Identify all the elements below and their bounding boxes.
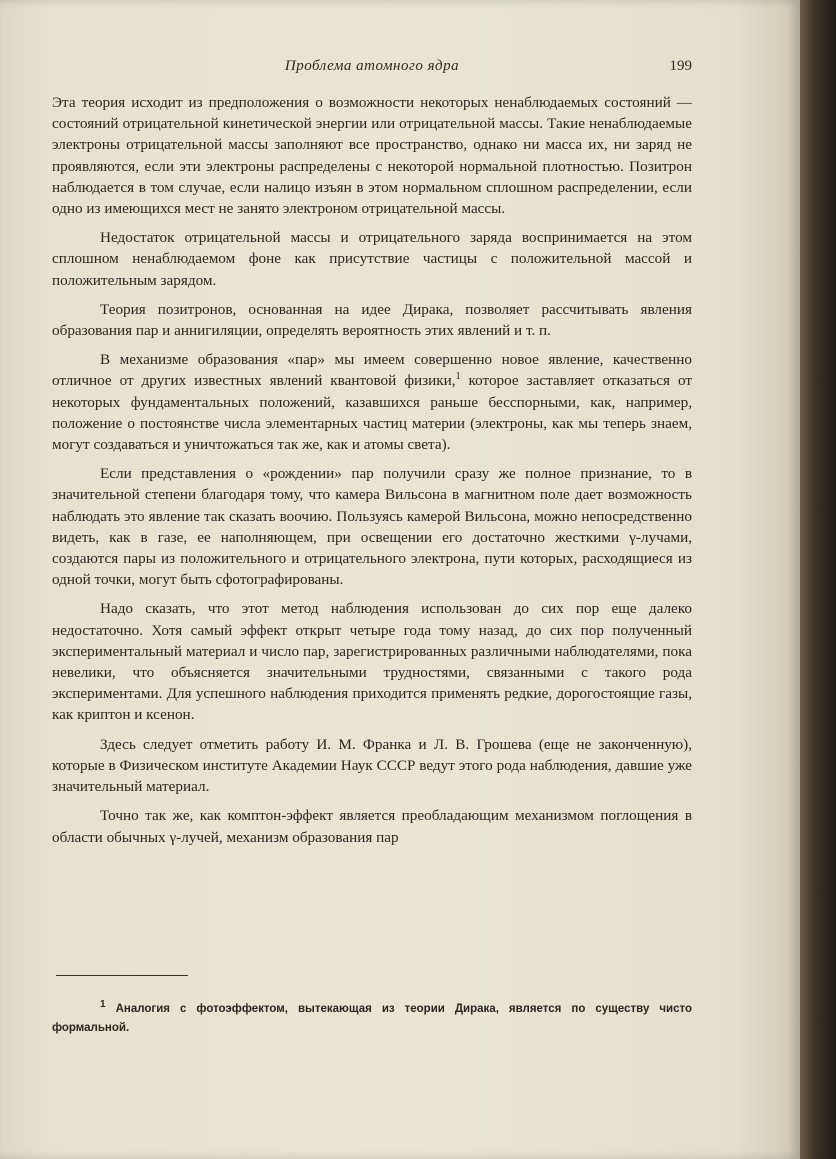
page-number: 199 bbox=[669, 58, 692, 74]
footnote-text: Аналогия с фотоэффектом, вытекающая из теории Дирака, является по существу чисто формальной. bbox=[52, 1003, 693, 1034]
paragraph: Теория позитронов, основанная на идее Дирака, позволяет рассчитывать явления образования пар и аннигиляции, определять вероятность этих явлений и т. п. bbox=[52, 300, 692, 340]
footnote bbox=[52, 1000, 692, 1038]
paragraph: Здесь следует отметить работу И. М. Франка и Л. В. Грошева (еще не законченную), которые в Физическом институте Академии Наук СССР ведут этого рода наблюдения, давшие уже значительный материал. bbox=[52, 735, 692, 796]
footnote-marker: 1 bbox=[100, 999, 106, 1011]
page-header bbox=[52, 58, 692, 84]
footnote-marker: 1 bbox=[455, 371, 461, 383]
paragraph: Недостаток отрицательной массы и отрицательного заряда воспринимается на этом сплошном ненаблюдаемом фоне как присутствие частицы с положительной массой и положительным зарядом. bbox=[52, 229, 692, 289]
paragraph-text: которое заставляет отказаться от некоторых фундаментальных положений, казавшихся раньше бесспорными, как, например, положение о постоянстве числа элементарных частиц материи (электроны, как мы теперь знаем, могут создаваться и уничтожаться так же, как и атомы света). bbox=[52, 372, 692, 454]
book-spine-edge bbox=[800, 0, 836, 1159]
paragraph: Надо сказать, что этот метод наблюдения использован до сих пор еще далеко недостаточно. Хотя самый эффект открыт четыре года тому назад, до сих пор полученный экспериментальный материал и число пар, зарегистрированных различными наблюдателями, пока невелики, что объясняется значительными трудностями, связанными с такого рода экспериментами. Для успешного наблюдения приходится применять редкие, дорогостоящие газы, как криптон и ксенон. bbox=[52, 600, 692, 724]
paragraph bbox=[52, 349, 692, 455]
footnote-divider bbox=[56, 975, 188, 976]
paragraph: Эта теория исходит из предположения о возможности некоторых ненаблюдаемых состояний — состояний отрицательной кинетической энергии или отрицательной массы. Такие ненаблюдаемые электроны отрицательной массы заполняют все пространство, однако ни масса их, ни заряд не проявляются, если эти электроны распределены с некоторой нормальной плотностью. Позитрон наблюдается в том случае, если налицо изъян в этом нормальном сплошном распределении, если одно из имеющихся мест не занято электроном отрицательной массы. bbox=[52, 94, 692, 218]
running-head: Проблема атомного ядра bbox=[284, 58, 460, 74]
body-text bbox=[52, 92, 692, 856]
paragraph-text: В механизме образования «пар» мы имеем совершенно новое явление, качественно отличное от других известных явлений квантовой физики, bbox=[52, 351, 692, 390]
paragraph: Точно так же, как комптон-эффект является преобладающим механизмом поглощения в области обычных γ-лучей, механизм образования пар bbox=[52, 807, 692, 846]
paragraph: Если представления о «рождении» пар получили сразу же полное признание, то в значительной степени благодаря тому, что камера Вильсона в магнитном поле дает возможность наблюдать это явление так сказать воочию. Пользуясь камерой Вильсона, можно непосредственно видеть, как в газе, ее наполняющем, при освещении его достаточно жесткими γ-лучами, создаются пары из положительного и отрицательного электрона, пути которых, расходящиеся из одной точки, могут быть сфотографированы. bbox=[52, 465, 692, 589]
